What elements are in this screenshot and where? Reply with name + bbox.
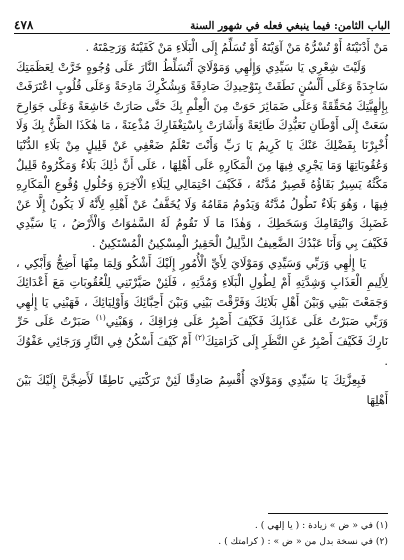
- footnote-ref-1: (١): [95, 313, 106, 323]
- running-header: [14, 14, 390, 32]
- footnote-divider: [268, 513, 388, 514]
- paragraph-3-part-2: صَبَرْتُ عَلَى حَرِّ نَارِكَ فَكَيْفَ أَصْبِرُ عَنِ النَّظَرِ إِلَى كَرَامَتِكَ: [16, 315, 388, 348]
- paragraph-2: وَلَيْتَ شِعْرِي يَا سَيِّدِي وَإِلٰهِي وَمَوْلَايَ أَتُسَلِّطُ النَّارَ عَلَى وُجُوهٍ خَرَّتْ لِعَظَمَتِكَ سَاجِدَةً وَعَلَى أَلْسُنٍ نَطَقَتْ بِتَوْحِيدِكَ صَادِقَةً وَبِشُكْرِكَ مَادِحَةً وَعَلَى قُلُوبٍ اعْتَرَفَتْ بِإِلٰهِيَّتِكَ مُحَقِّقَةً وَعَلَى ضَمَائِرَ حَوَتْ مِنَ الْعِلْمِ بِكَ حَتَّى صَارَتْ خَاشِعَةً وَعَلَى جَوَارِحَ سَعَتْ إِلَى أَوْطَانِ تَعَبُّدِكَ طَائِعَةً وَأَشَارَتْ بِاسْتِغْفَارِكَ مُذْعِنَةً ، مَا هٰكَذَا الظَّنُّ بِكَ وَلَا أُخْبِرْنَا بِفَضْلِكَ عَنْكَ يَا كَرِيمُ يَا رَبِّ وَأَنْتَ تَعْلَمُ ضَعْفِي عَنْ قَلِيلٍ مِنْ بَلَاءِ الدُّنْيَا وَعُقُوبَاتِهَا وَمَا يَجْرِي فِيهَا مِنَ الْمَكَارِهِ عَلَى أَهْلِهَا ، عَلَى أَنَّ ذٰلِكَ بَلَاءٌ وَمَكْرُوهٌ قَلِيلٌ مَكْثُهُ يَسِيرٌ بَقَاؤُهُ قَصِيرٌ مُدَّتُهُ ، فَكَيْفَ احْتِمَالِي لِبَلَاءِ الْآخِرَةِ وَحُلُولِ وُقُوعِ الْمَكَارِهِ فِيهَا ، وَهُوَ بَلَاءٌ تَطُولُ مُدَّتُهُ وَيَدُومُ مَقَامُهُ وَلَا يُخَفَّفُ عَنْ أَهْلِهِ لِأَنَّهُ لَا يَكُونُ إِلَّا عَنْ غَضَبِكَ وَانْتِقَامِكَ وَسَخَطِكَ ، وَهٰذَا مَا لَا تَقُومُ لَهُ السَّمٰوَاتُ وَالْأَرْضُ ، يَا سَيِّدِي فَكَيْفَ بِي وَأَنَا عَبْدُكَ الضَّعِيفُ الذَّلِيلُ الْحَقِيرُ الْمِسْكِينُ الْمُسْتَكِينُ .: [16, 60, 388, 250]
- paragraph-3: [16, 254, 388, 372]
- paragraph-3-part-3: أَمْ كَيْفَ أَسْكُنُ فِي النَّارِ وَرَجَائِي عَفْوُكَ .: [16, 334, 388, 368]
- footnotes: [16, 518, 388, 550]
- header-divider: [14, 33, 390, 34]
- main-text: [16, 38, 388, 410]
- footnote-ref-2: (٢): [195, 333, 205, 343]
- page-number: ٤٧٨: [14, 18, 34, 32]
- chapter-title: الباب الثامن: فيما ينبغي فعله في شهور السنة: [190, 20, 390, 32]
- footnote-1: (١) في « ض » زيادة : ( يا إلهي ) .: [254, 520, 388, 531]
- paragraph-1: مَنْ أَدْنَيْتَهُ أَوْ تُسْرُّهُ مَنْ آوَيْتَهُ أَوْ تُسَلِّمُ إِلَى الْبَلَاءِ مَنْ كَفَيْتَهُ وَرَحِمْتَهُ .: [85, 41, 388, 54]
- paragraph-4: فَبِعِزَّتِكَ يَا سَيِّدِي وَمَوْلَايَ أُقْسِمُ صَادِقًا لَئِنْ تَرَكْتَنِي نَاطِقًا لَأَضِجَّنَّ إِلَيْكَ بَيْنَ أَهْلِهَا: [16, 374, 388, 407]
- footnote-2: (٢) في نسخة بدل من « ض » : ( كرامتك ) .: [218, 536, 388, 547]
- paragraph-3-part-1: يَا إِلٰهِي وَرَبِّي وَسَيِّدِي وَمَوْلَايَ لِأَيِّ الْأُمُورِ إِلَيْكَ أَشْكُو وَلِمَا مِنْهَا أَضِجُّ وَأَبْكِي ، لِأَلِيمِ الْعَذَابِ وَشِدَّتِهِ أَمْ لِطُولِ الْبَلَاءِ وَمُدَّتِهِ ، فَلَئِنْ صَيَّرْتَنِي لِلْعُقُوبَاتِ مَعَ أَعْدَائِكَ وَجَمَعْتَ بَيْنِي وَبَيْنَ أَهْلِ بَلَائِكَ وَفَرَّقْتَ بَيْنِي وَبَيْنَ أَحِبَّائِكَ وَأَوْلِيَائِكَ ، فَهَبْنِي يَا إِلٰهِي وَرَبِّي صَبَرْتُ عَلَى عَذَابِكَ فَكَيْفَ أَصْبِرُ عَلَى فِرَاقِكَ ، وَهَبْنِي: [16, 256, 388, 329]
